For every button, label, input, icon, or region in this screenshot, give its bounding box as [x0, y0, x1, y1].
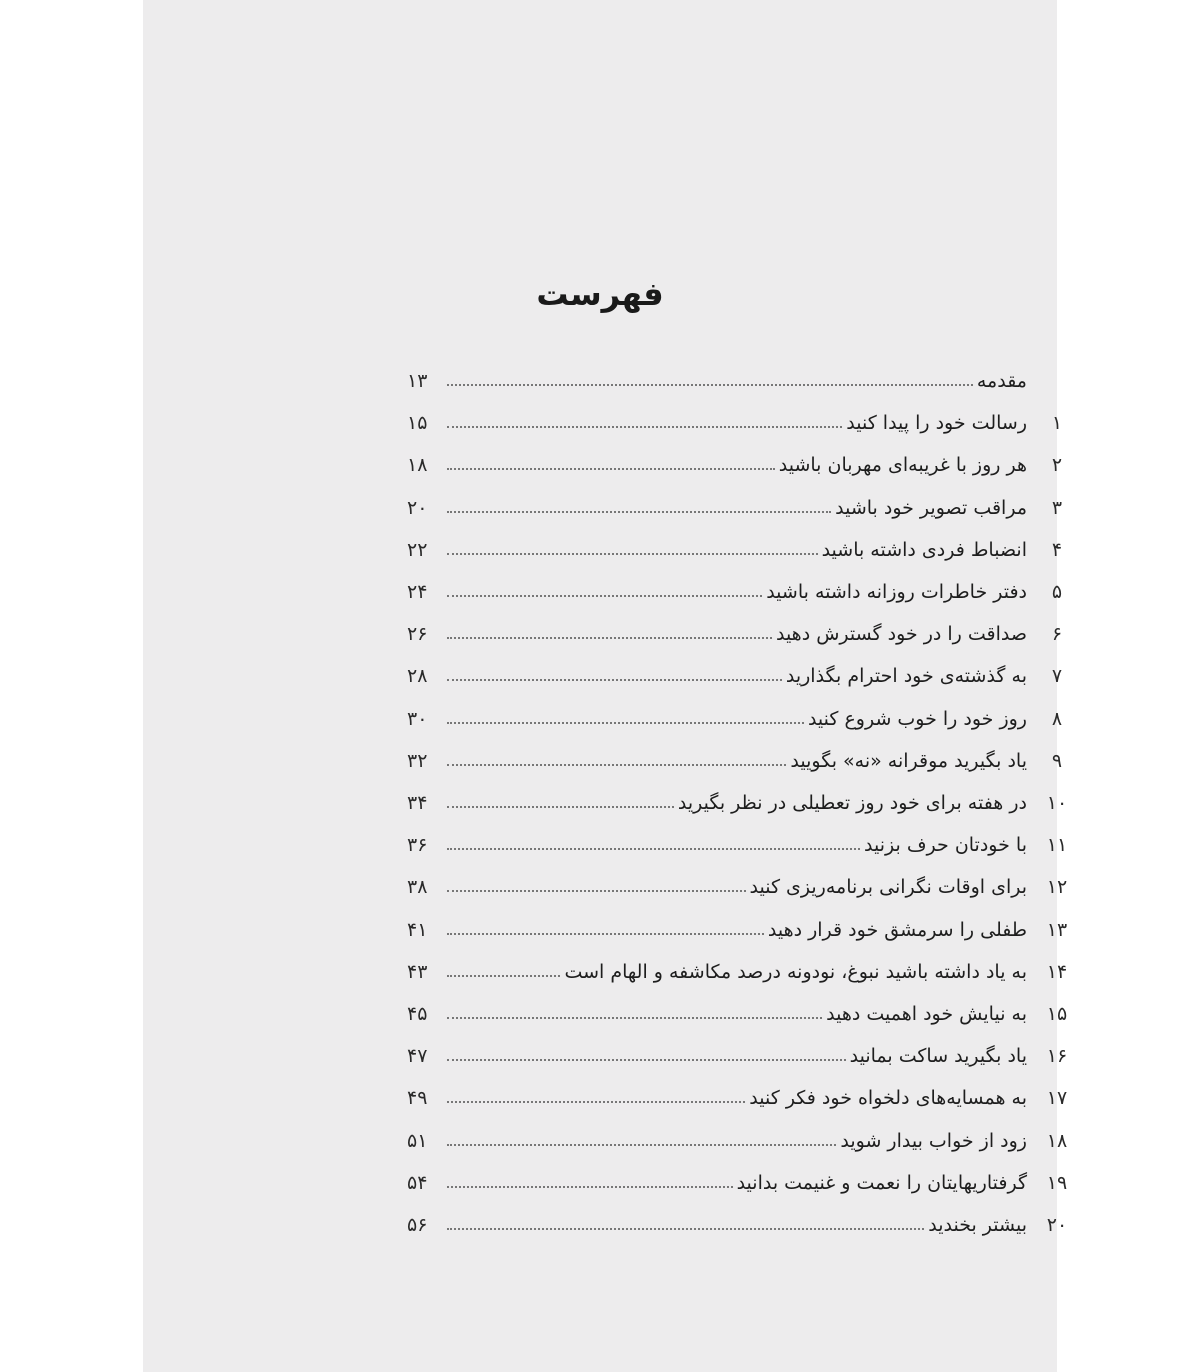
chapter-title: با خودتان حرف بزنید — [864, 834, 1027, 857]
page-title: فهرست — [536, 275, 664, 313]
chapter-title: برای اوقات نگرانی برنامه‌ریزی کنید — [749, 876, 1027, 899]
page-number: ۲۰ — [407, 496, 428, 519]
dot-leader — [447, 975, 560, 977]
toc-entry — [407, 531, 1087, 561]
page-number: ۲۲ — [407, 538, 428, 561]
page-number: ۳۶ — [407, 834, 428, 857]
chapter-title: به همسایه‌های دلخواه خود فکر کنید — [749, 1087, 1027, 1110]
page-number: ۱۸ — [407, 454, 428, 477]
dot-leader — [447, 1144, 836, 1146]
chapter-number: ۹ — [1051, 749, 1063, 772]
dot-leader — [447, 1017, 822, 1019]
dot-leader — [447, 722, 804, 724]
dot-leader — [447, 1101, 745, 1103]
chapter-number: ۱۵ — [1046, 1003, 1068, 1025]
chapter-number: ۲ — [1051, 454, 1063, 477]
chapter-title: دفتر خاطرات روزانه داشته باشید — [766, 581, 1027, 603]
chapter-number: ۱۶ — [1046, 1045, 1068, 1068]
chapter-title: گرفتاریهایتان را نعمت و غنیمت بدانید — [736, 1171, 1027, 1194]
dot-leader — [447, 679, 782, 681]
toc-entry — [407, 1206, 1087, 1236]
toc-entry — [407, 615, 1087, 645]
dot-leader — [447, 806, 674, 808]
toc-entry — [407, 489, 1087, 519]
page-number: ۲۶ — [407, 623, 428, 646]
page-number: ۱۵ — [407, 412, 428, 435]
chapter-number: ۱۹ — [1046, 1171, 1068, 1194]
chapter-title: مقدمه — [976, 370, 1027, 392]
dot-leader — [447, 1186, 733, 1188]
page-number: ۵۱ — [407, 1129, 428, 1152]
page-number: ۲۴ — [407, 581, 428, 603]
chapter-title: طفلی را سرمشق خود قرار دهید — [767, 918, 1027, 941]
page-number: ۲۸ — [407, 665, 428, 688]
toc-entry — [407, 784, 1087, 814]
dot-leader — [447, 595, 762, 597]
toc-entry — [407, 953, 1087, 983]
chapter-title: بیشتر بخندید — [928, 1214, 1027, 1236]
toc-entry — [407, 700, 1087, 730]
chapter-number: ۱۲ — [1046, 876, 1068, 899]
chapter-title: در هفته برای خود روز تعطیلی در نظر بگیرید — [677, 792, 1027, 814]
chapter-title: یاد بگیرید ساکت بمانید — [849, 1045, 1027, 1068]
chapter-number: ۱۰ — [1046, 792, 1068, 814]
dot-leader — [447, 384, 973, 386]
toc-entry — [407, 657, 1087, 687]
chapter-number: ۱۸ — [1046, 1129, 1068, 1152]
page-number: ۱۳ — [407, 370, 428, 392]
toc-entry — [407, 1164, 1087, 1194]
toc-entry — [407, 868, 1087, 898]
chapter-number: ۱۴ — [1046, 960, 1068, 983]
chapter-title: به یاد داشته باشید نبوغ، نودونه درصد مکاشفه و الهام است — [564, 960, 1027, 983]
chapter-title: یاد بگیرید موقرانه «نه» بگویید — [790, 749, 1027, 772]
dot-leader — [447, 890, 746, 892]
page-number: ۴۱ — [407, 918, 428, 941]
toc-entry — [407, 826, 1087, 856]
dot-leader — [447, 1059, 846, 1061]
toc-entry — [407, 1122, 1087, 1152]
chapter-number: ۱۳ — [1046, 918, 1068, 941]
page-number: ۴۹ — [407, 1087, 428, 1110]
chapter-title: انضباط فردی داشته باشید — [821, 538, 1027, 561]
dot-leader — [447, 468, 775, 470]
chapter-number: ۱۷ — [1046, 1087, 1068, 1110]
chapter-number: ۳ — [1051, 496, 1063, 519]
chapter-title: به گذشته‌ی خود احترام بگذارید — [785, 665, 1027, 688]
chapter-title: صداقت را در خود گسترش دهید — [775, 623, 1027, 646]
chapter-title: هر روز با غریبه‌ای مهربان باشید — [778, 454, 1027, 477]
toc-entry — [407, 362, 1087, 392]
chapter-title: به نیایش خود اهمیت دهید — [826, 1003, 1027, 1025]
chapter-number: ۶ — [1051, 623, 1063, 646]
chapter-number: ۱ — [1051, 412, 1063, 435]
page-number: ۵۴ — [407, 1171, 428, 1194]
dot-leader — [447, 637, 772, 639]
chapter-number: ۲۰ — [1046, 1214, 1068, 1236]
toc-entry — [407, 404, 1087, 434]
page-number: ۳۸ — [407, 876, 428, 899]
toc-entry — [407, 995, 1087, 1025]
chapter-number: ۷ — [1051, 665, 1063, 688]
page-number: ۴۷ — [407, 1045, 428, 1068]
dot-leader — [447, 511, 831, 513]
toc-entry — [407, 573, 1087, 603]
page-number: ۴۳ — [407, 960, 428, 983]
chapter-number: ۴ — [1051, 538, 1063, 561]
toc-entry — [407, 742, 1087, 772]
chapter-title: رسالت خود را پیدا کنید — [846, 412, 1027, 435]
toc-entry — [407, 911, 1087, 941]
page-number: ۳۲ — [407, 749, 428, 772]
chapter-title: مراقب تصویر خود باشید — [835, 496, 1027, 519]
toc-entry — [407, 1079, 1087, 1109]
dot-leader — [447, 1228, 924, 1230]
dot-leader — [447, 426, 842, 428]
page-number: ۳۴ — [407, 792, 428, 814]
page-number: ۴۵ — [407, 1003, 428, 1025]
book-page — [143, 0, 1068, 1372]
page-number: ۳۰ — [407, 707, 428, 730]
toc-entry — [407, 1037, 1087, 1067]
dot-leader — [447, 933, 764, 935]
dot-leader — [447, 848, 860, 850]
dot-leader — [447, 553, 818, 555]
chapter-number: ۱۱ — [1046, 834, 1068, 857]
chapter-title: روز خود را خوب شروع کنید — [807, 707, 1027, 730]
dot-leader — [447, 764, 786, 766]
page-number: ۵۶ — [407, 1214, 428, 1236]
toc-entry — [407, 446, 1087, 476]
chapter-number: ۵ — [1051, 581, 1063, 603]
chapter-number: ۸ — [1051, 707, 1063, 730]
chapter-title: زود از خواب بیدار شوید — [840, 1129, 1027, 1152]
